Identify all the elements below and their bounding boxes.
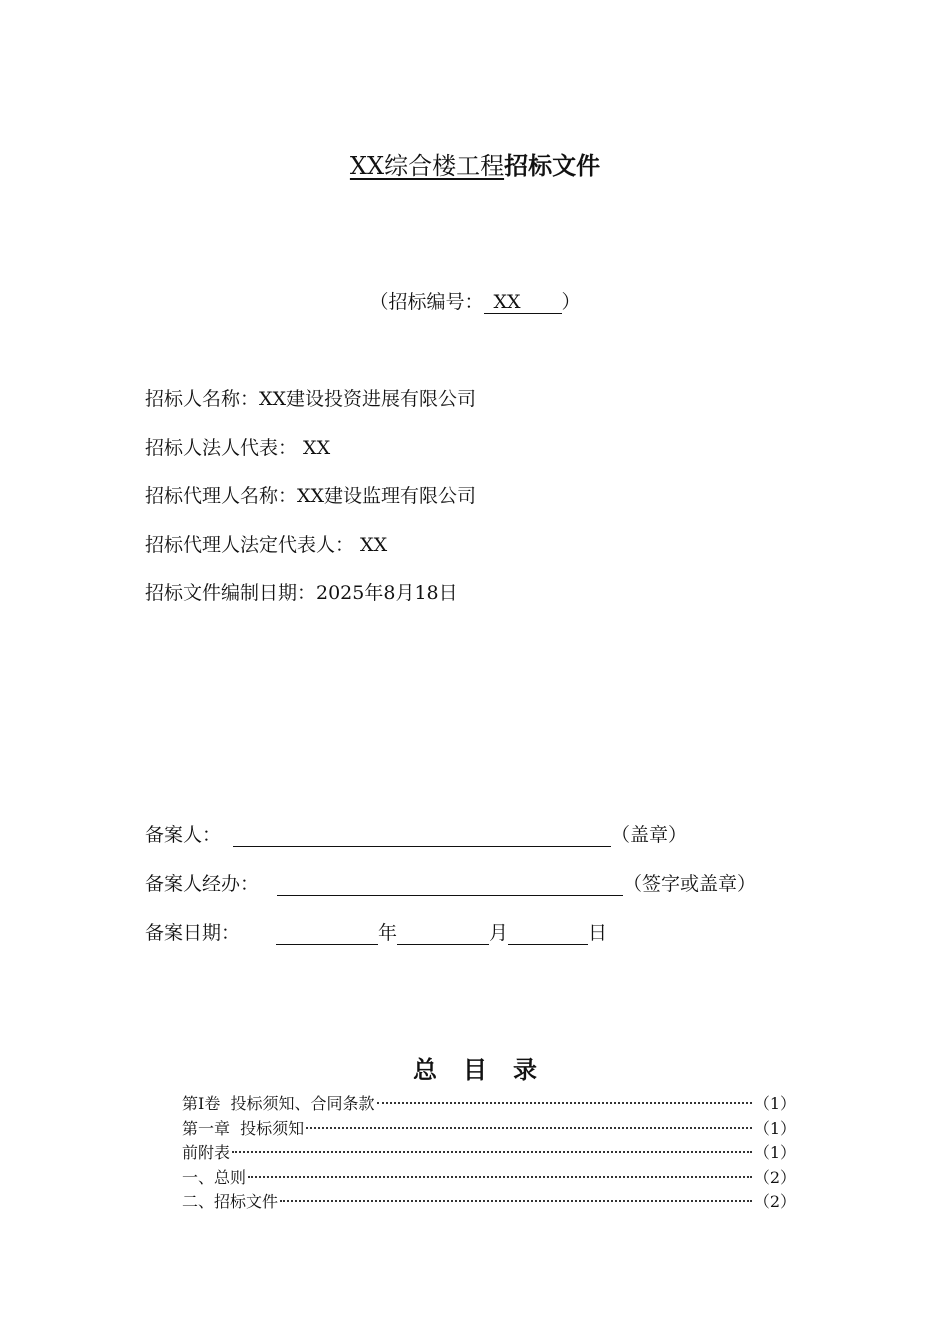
toc-entry-page: （2） bbox=[753, 1167, 796, 1187]
info-compile-date: 招标文件编制日期：2025年8月18日 bbox=[145, 582, 458, 604]
info-tenderer-name: 招标人名称：XX建设投资进展有限公司 bbox=[145, 388, 477, 410]
toc-title: 总目录 bbox=[413, 1056, 563, 1084]
bid-number-value: XX bbox=[484, 291, 562, 314]
filing-filer-blank bbox=[233, 828, 611, 847]
bid-number-suffix: ） bbox=[561, 291, 581, 313]
filing-year-blank bbox=[276, 926, 378, 945]
toc-entry-label: 前附表 bbox=[182, 1143, 231, 1162]
filing-date-row bbox=[145, 918, 607, 945]
filing-handler-note: （签字或盖章） bbox=[623, 873, 757, 895]
bid-number-prefix: （招标编号： bbox=[369, 291, 484, 313]
toc-entry-label: 第Ⅰ卷 投标须知、合同条款 bbox=[182, 1094, 375, 1113]
toc-entry-page: （1） bbox=[753, 1094, 796, 1113]
toc-entry[interactable] bbox=[182, 1092, 796, 1117]
document-title bbox=[0, 146, 950, 181]
toc-leader-dots bbox=[377, 1102, 752, 1104]
info-tenderer-legal-rep: 招标人法人代表： XX bbox=[145, 437, 331, 459]
toc-entry-label: 第一章 投标须知 bbox=[182, 1118, 305, 1138]
filing-handler-row bbox=[145, 869, 756, 896]
filing-day-blank bbox=[508, 926, 588, 945]
filing-handler-blank bbox=[277, 877, 623, 896]
toc-entry-label: 一、总则 bbox=[182, 1167, 247, 1187]
filing-month-blank bbox=[397, 926, 489, 945]
toc-entry[interactable] bbox=[182, 1141, 796, 1166]
toc-entry-page: （1） bbox=[753, 1118, 796, 1138]
title-doc-type: 招标文件 bbox=[504, 152, 601, 180]
toc-leader-dots bbox=[232, 1151, 752, 1153]
toc-leader-dots bbox=[280, 1200, 752, 1202]
filing-filer-label: 备案人： bbox=[145, 824, 222, 846]
title-project-name: XX综合楼工程 bbox=[349, 152, 505, 180]
info-agent-legal-rep: 招标代理人法定代表人： XX bbox=[145, 534, 388, 556]
toc-entry[interactable] bbox=[182, 1117, 796, 1142]
toc-entry-page: （2） bbox=[753, 1192, 796, 1211]
toc-entry[interactable] bbox=[182, 1166, 796, 1191]
toc-entry-label: 二、招标文件 bbox=[182, 1192, 279, 1211]
toc-entry[interactable] bbox=[182, 1190, 796, 1215]
filing-day-unit: 日 bbox=[588, 922, 608, 944]
filing-filer-row bbox=[145, 820, 687, 847]
bid-number-line bbox=[0, 287, 950, 314]
info-agent-name: 招标代理人名称：XX建设监理有限公司 bbox=[145, 485, 477, 507]
toc-list bbox=[182, 1092, 796, 1215]
filing-date-label: 备案日期： bbox=[145, 922, 241, 944]
filing-filer-note: （盖章） bbox=[611, 824, 688, 846]
filing-handler-label: 备案人经办： bbox=[145, 873, 260, 895]
filing-month-unit: 月 bbox=[489, 922, 509, 944]
filing-year-unit: 年 bbox=[378, 922, 398, 944]
toc-leader-dots bbox=[248, 1176, 752, 1178]
toc-entry-page: （1） bbox=[753, 1143, 796, 1162]
toc-leader-dots bbox=[306, 1127, 752, 1129]
